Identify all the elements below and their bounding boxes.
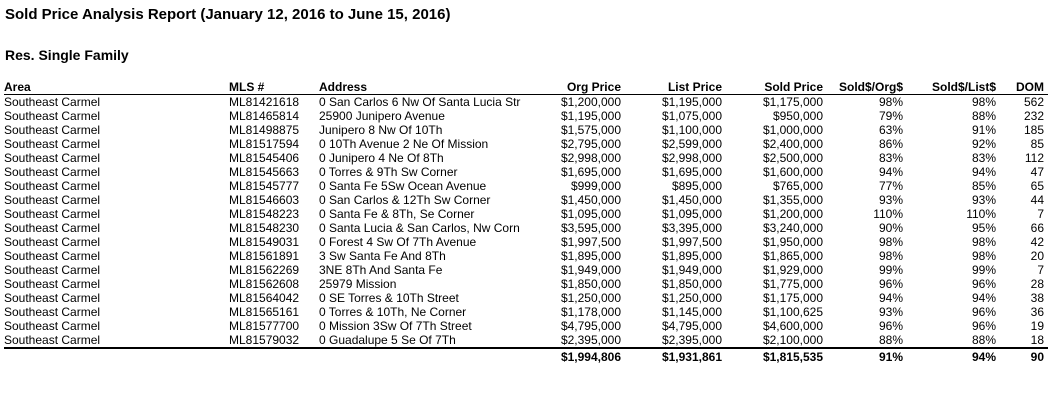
cell-list-price: $1,895,000 (661, 249, 722, 263)
cell-area: Southeast Carmel (4, 221, 101, 235)
cell-sold-price: $1,100,625 (762, 305, 823, 319)
cell-sold-price: $950,000 (772, 109, 823, 123)
cell-list-price: $1,095,000 (661, 207, 722, 221)
cell-sold-list: 99% (971, 263, 996, 277)
cell-sold-price: $2,400,000 (762, 137, 823, 151)
cell-sold-price: $1,600,000 (762, 165, 823, 179)
header-sold-price: Sold Price (722, 78, 823, 95)
total-sold-org: 91% (823, 348, 903, 365)
cell-address: 3NE 8Th And Santa Fe (319, 263, 443, 277)
cell-org-price: $2,795,000 (560, 137, 621, 151)
table-row (4, 249, 1048, 263)
cell-mls: ML81562269 (229, 263, 300, 277)
cell-dom: 562 (1023, 95, 1044, 109)
cell-list-price: $1,850,000 (661, 277, 722, 291)
cell-sold-org: 98% (878, 249, 903, 263)
cell-area: Southeast Carmel (4, 95, 101, 109)
table-row (4, 109, 1048, 123)
cell-sold-price: $1,950,000 (762, 235, 823, 249)
cell-list-price: $3,395,000 (661, 221, 722, 235)
totals-row (4, 348, 1048, 365)
cell-mls: ML81564042 (229, 291, 300, 305)
cell-dom: 28 (1030, 277, 1044, 291)
cell-sold-list: 98% (971, 249, 996, 263)
cell-mls: ML81545777 (229, 179, 300, 193)
cell-org-price: $2,395,000 (560, 333, 621, 347)
cell-list-price: $895,000 (671, 179, 722, 193)
cell-address: Junipero 8 Nw Of 10Th (319, 123, 443, 137)
cell-area: Southeast Carmel (4, 319, 101, 333)
cell-org-price: $1,850,000 (560, 277, 621, 291)
header-address: Address (319, 78, 555, 95)
cell-address: 25900 Junipero Avenue (319, 109, 445, 123)
cell-dom: 18 (1030, 333, 1044, 347)
cell-sold-list: 95% (971, 221, 996, 235)
cell-org-price: $1,195,000 (560, 109, 621, 123)
cell-sold-org: 94% (878, 165, 903, 179)
cell-org-price: $1,200,000 (560, 95, 621, 109)
cell-address: 0 San Carlos & 12Th Sw Corner (319, 193, 491, 207)
cell-sold-org: 83% (878, 151, 903, 165)
cell-area: Southeast Carmel (4, 305, 101, 319)
totals-spacer (229, 348, 319, 365)
cell-list-price: $4,795,000 (661, 319, 722, 333)
cell-dom: 232 (1023, 109, 1044, 123)
cell-sold-org: 96% (878, 277, 903, 291)
cell-sold-price: $2,500,000 (762, 151, 823, 165)
cell-org-price: $999,000 (570, 179, 621, 193)
cell-mls: ML81545406 (229, 151, 300, 165)
cell-mls: ML81549031 (229, 235, 300, 249)
table-row (4, 291, 1048, 305)
cell-dom: 19 (1030, 319, 1044, 333)
cell-address: 0 Junipero 4 Ne Of 8Th (319, 151, 444, 165)
header-mls: MLS # (229, 78, 319, 95)
cell-mls: ML81465814 (229, 109, 300, 123)
cell-area: Southeast Carmel (4, 165, 101, 179)
cell-sold-list: 96% (971, 277, 996, 291)
cell-dom: 38 (1030, 291, 1044, 305)
cell-area: Southeast Carmel (4, 207, 101, 221)
cell-sold-org: 98% (878, 95, 903, 109)
cell-sold-price: $3,240,000 (762, 221, 823, 235)
cell-mls: ML81579032 (229, 333, 300, 347)
header-sold-list: Sold$/List$ (903, 78, 996, 95)
cell-area: Southeast Carmel (4, 109, 101, 123)
cell-list-price: $1,450,000 (661, 193, 722, 207)
cell-mls: ML81565161 (229, 305, 300, 319)
cell-address: 0 Guadalupe 5 Se Of 7Th (319, 333, 456, 347)
cell-sold-list: 96% (971, 319, 996, 333)
cell-sold-list: 88% (971, 109, 996, 123)
total-list-price: $1,931,861 (621, 348, 722, 365)
cell-address: 0 Mission 3Sw Of 7Th Street (319, 319, 472, 333)
cell-address: 0 Torres & 10Th, Ne Corner (319, 305, 467, 319)
table-row (4, 95, 1048, 110)
total-sold-list: 94% (903, 348, 996, 365)
cell-sold-org: 77% (878, 179, 903, 193)
cell-mls: ML81421618 (229, 95, 300, 109)
cell-dom: 112 (1024, 151, 1044, 165)
cell-sold-org: 99% (878, 263, 903, 277)
cell-org-price: $1,095,000 (560, 207, 621, 221)
cell-dom: 36 (1030, 305, 1044, 319)
cell-mls: ML81548223 (229, 207, 300, 221)
total-org-price: $1,994,806 (555, 348, 621, 365)
cell-address: 25979 Mission (319, 277, 397, 291)
cell-sold-list: 96% (971, 305, 996, 319)
cell-area: Southeast Carmel (4, 137, 101, 151)
cell-area: Southeast Carmel (4, 179, 101, 193)
cell-area: Southeast Carmel (4, 277, 101, 291)
section-title: Res. Single Family (5, 47, 129, 63)
cell-dom: 47 (1030, 165, 1044, 179)
totals-spacer (4, 348, 229, 365)
cell-area: Southeast Carmel (4, 235, 101, 249)
cell-sold-list: 91% (971, 123, 996, 137)
cell-sold-org: 86% (878, 137, 903, 151)
header-list-price: List Price (621, 78, 722, 95)
cell-address: 0 10Th Avenue 2 Ne Of Mission (319, 137, 489, 151)
cell-area: Southeast Carmel (4, 263, 101, 277)
cell-sold-org: 110% (873, 207, 903, 221)
table-row (4, 137, 1048, 151)
cell-org-price: $1,997,500 (560, 235, 621, 249)
cell-mls: ML81517594 (229, 137, 300, 151)
cell-sold-org: 93% (878, 305, 903, 319)
cell-org-price: $1,949,000 (560, 263, 621, 277)
cell-sold-price: $1,175,000 (762, 95, 823, 109)
cell-list-price: $2,395,000 (661, 333, 722, 347)
cell-mls: ML81562608 (229, 277, 300, 291)
cell-sold-price: $1,775,000 (762, 277, 823, 291)
total-dom: 90 (996, 348, 1048, 365)
cell-address: 0 Santa Lucia & San Carlos, Nw Corn (319, 221, 520, 235)
cell-org-price: $4,795,000 (560, 319, 621, 333)
table-row (4, 221, 1048, 235)
table-row (4, 179, 1048, 193)
cell-list-price: $1,195,000 (661, 95, 722, 109)
cell-sold-price: $1,865,000 (762, 249, 823, 263)
cell-area: Southeast Carmel (4, 333, 101, 347)
cell-sold-price: $1,000,000 (762, 123, 823, 137)
cell-dom: 44 (1030, 193, 1044, 207)
cell-dom: 42 (1030, 235, 1044, 249)
cell-sold-org: 94% (878, 291, 903, 305)
cell-sold-list: 98% (971, 95, 996, 109)
cell-org-price: $1,575,000 (560, 123, 621, 137)
cell-mls: ML81561891 (229, 249, 300, 263)
table-row (4, 333, 1048, 348)
cell-dom: 20 (1030, 249, 1044, 263)
cell-list-price: $1,075,000 (661, 109, 722, 123)
cell-address: 0 San Carlos 6 Nw Of Santa Lucia Str (319, 95, 521, 109)
cell-mls: ML81577700 (229, 319, 300, 333)
header-org-price: Org Price (555, 78, 621, 95)
cell-address: 0 Forest 4 Sw Of 7Th Avenue (319, 235, 477, 249)
header-area: Area (4, 78, 229, 95)
table-row (4, 277, 1048, 291)
cell-dom: 85 (1030, 137, 1044, 151)
cell-sold-list: 88% (971, 333, 996, 347)
cell-area: Southeast Carmel (4, 291, 101, 305)
cell-address: 3 Sw Santa Fe And 8Th (319, 249, 446, 263)
cell-sold-org: 96% (878, 319, 903, 333)
cell-list-price: $2,998,000 (661, 151, 722, 165)
cell-list-price: $1,145,000 (661, 305, 722, 319)
cell-sold-price: $2,100,000 (762, 333, 823, 347)
cell-org-price: $1,695,000 (560, 165, 621, 179)
cell-sold-price: $1,175,000 (762, 291, 823, 305)
cell-sold-list: 83% (971, 151, 996, 165)
cell-area: Southeast Carmel (4, 151, 101, 165)
sold-price-table (4, 78, 1048, 365)
cell-list-price: $1,100,000 (661, 123, 722, 137)
cell-sold-list: 94% (971, 291, 996, 305)
cell-list-price: $2,599,000 (661, 137, 722, 151)
totals-spacer (319, 348, 555, 365)
cell-address: 0 Santa Fe & 8Th, Se Corner (319, 207, 475, 221)
cell-sold-org: 93% (878, 193, 903, 207)
table-row (4, 165, 1048, 179)
table-row (4, 151, 1048, 165)
table-row (4, 305, 1048, 319)
cell-area: Southeast Carmel (4, 123, 101, 137)
table-row (4, 193, 1048, 207)
total-sold-price: $1,815,535 (722, 348, 823, 365)
cell-address: 0 Santa Fe 5Sw Ocean Avenue (319, 179, 487, 193)
cell-list-price: $1,250,000 (661, 291, 722, 305)
cell-sold-price: $1,929,000 (762, 263, 823, 277)
cell-dom: 7 (1037, 207, 1044, 221)
cell-org-price: $3,595,000 (560, 221, 621, 235)
table-row (4, 263, 1048, 277)
cell-sold-list: 92% (971, 137, 996, 151)
cell-sold-org: 98% (878, 235, 903, 249)
cell-list-price: $1,695,000 (661, 165, 722, 179)
header-dom: DOM (996, 78, 1048, 95)
cell-sold-list: 93% (971, 193, 996, 207)
cell-sold-price: $765,000 (772, 179, 823, 193)
table-header-row (4, 78, 1048, 95)
cell-address: 0 SE Torres & 10Th Street (319, 291, 459, 305)
report-title: Sold Price Analysis Report (January 12, 2016 to June 15, 2016) (5, 6, 451, 23)
cell-mls: ML81498875 (229, 123, 300, 137)
cell-dom: 66 (1030, 221, 1044, 235)
cell-sold-list: 110% (966, 207, 996, 221)
cell-sold-org: 63% (878, 123, 903, 137)
cell-dom: 65 (1030, 179, 1044, 193)
cell-list-price: $1,997,500 (661, 235, 722, 249)
cell-mls: ML81546603 (229, 193, 300, 207)
cell-sold-org: 88% (878, 333, 903, 347)
table-row (4, 123, 1048, 137)
cell-mls: ML81548230 (229, 221, 300, 235)
cell-dom: 7 (1037, 263, 1044, 277)
cell-sold-price: $1,355,000 (762, 193, 823, 207)
table-row (4, 235, 1048, 249)
cell-sold-list: 98% (971, 235, 996, 249)
cell-sold-org: 79% (878, 109, 903, 123)
cell-org-price: $1,450,000 (560, 193, 621, 207)
cell-org-price: $1,250,000 (560, 291, 621, 305)
cell-sold-price: $4,600,000 (762, 319, 823, 333)
cell-dom: 185 (1023, 123, 1044, 137)
cell-org-price: $1,895,000 (560, 249, 621, 263)
table-row (4, 319, 1048, 333)
cell-org-price: $2,998,000 (560, 151, 621, 165)
cell-area: Southeast Carmel (4, 193, 101, 207)
cell-org-price: $1,178,000 (560, 305, 621, 319)
cell-mls: ML81545663 (229, 165, 300, 179)
cell-area: Southeast Carmel (4, 249, 101, 263)
cell-sold-list: 94% (971, 165, 996, 179)
cell-sold-org: 90% (878, 221, 903, 235)
cell-list-price: $1,949,000 (661, 263, 722, 277)
cell-sold-price: $1,200,000 (762, 207, 823, 221)
cell-address: 0 Torres & 9Th Sw Corner (319, 165, 458, 179)
cell-sold-list: 85% (971, 179, 996, 193)
header-sold-org: Sold$/Org$ (823, 78, 903, 95)
table-row (4, 207, 1048, 221)
